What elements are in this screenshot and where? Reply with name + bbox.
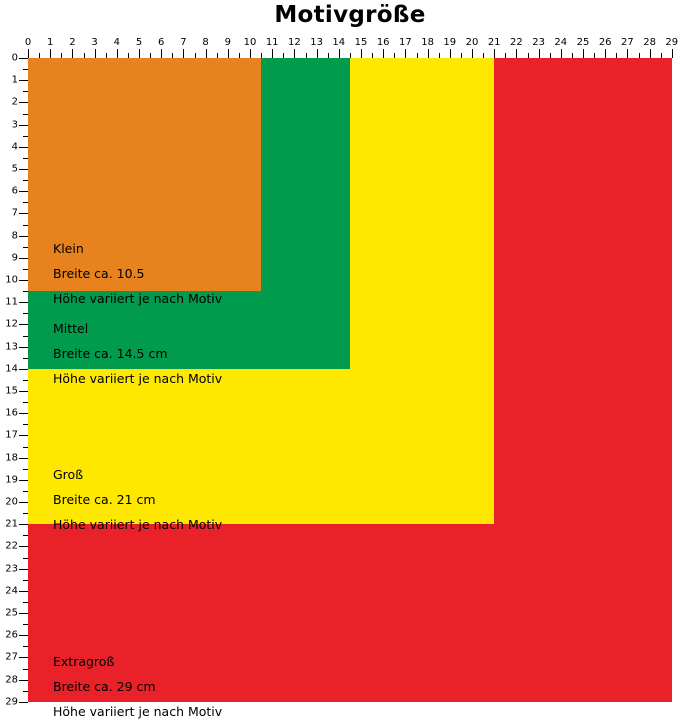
- ruler-label-top: 2: [69, 37, 76, 48]
- ruler-tick-left: [19, 613, 28, 614]
- ruler-tick-left: [19, 213, 28, 214]
- ruler-label-top: 26: [598, 37, 612, 48]
- ruler-label-left: 9: [11, 252, 18, 264]
- ruler-label-top: 3: [91, 37, 98, 48]
- ruler-label-top: 12: [288, 37, 301, 48]
- ruler-label-top: 25: [576, 37, 590, 48]
- ruler-tick-top: [472, 49, 473, 58]
- ruler-label-top: 18: [421, 37, 434, 48]
- ruler-tick-left: [19, 413, 28, 414]
- size-diagram: [28, 58, 673, 719]
- ruler-tick-left: [19, 125, 28, 126]
- ruler-tick-top: [405, 49, 406, 58]
- ruler-tick-top: [627, 49, 628, 58]
- ruler-label-top: 15: [354, 37, 368, 48]
- ruler-label-left: 2: [11, 96, 18, 108]
- ruler-tick-top: [450, 49, 451, 58]
- size-name-klein: Klein: [53, 240, 84, 256]
- ruler-tick-top: [516, 49, 517, 58]
- ruler-tick-top: [672, 49, 673, 58]
- ruler-tick-left: [19, 702, 28, 703]
- size-height-gross: Höhe variiert je nach Motiv: [53, 517, 223, 533]
- ruler-tick-left: [19, 657, 28, 658]
- size-name-mittel: Mittel: [53, 320, 89, 336]
- ruler-label-left: 14: [5, 363, 18, 375]
- ruler-label-top: 20: [465, 37, 479, 48]
- vertical-ruler: [0, 52, 28, 708]
- ruler-label-top: 8: [202, 37, 209, 48]
- ruler-label-top: 22: [510, 37, 523, 48]
- ruler-label-left: 23: [5, 563, 18, 575]
- size-height-extragross: Höhe variiert je nach Motiv: [53, 703, 223, 719]
- ruler-tick-top: [561, 49, 562, 58]
- ruler-label-left: 25: [5, 607, 18, 619]
- ruler-label-left: 6: [11, 185, 18, 197]
- ruler-label-top: 13: [310, 37, 323, 48]
- ruler-tick-top: [95, 49, 96, 58]
- ruler-tick-top: [383, 49, 384, 58]
- ruler-tick-left: [19, 569, 28, 570]
- ruler-tick-top: [605, 49, 606, 58]
- ruler-label-top: 19: [443, 37, 457, 48]
- ruler-label-left: 4: [11, 141, 18, 153]
- ruler-tick-top: [228, 49, 229, 58]
- ruler-tick-top: [494, 49, 495, 58]
- ruler-tick-left: [19, 58, 28, 59]
- ruler-label-left: 29: [5, 696, 18, 708]
- ruler-tick-left: [19, 147, 28, 148]
- ruler-label-top: 24: [554, 37, 568, 48]
- ruler-label-top: 17: [399, 37, 412, 48]
- ruler-label-top: 11: [265, 37, 279, 48]
- ruler-tick-top: [139, 49, 140, 58]
- ruler-tick-top: [428, 49, 429, 58]
- size-height-mittel: Höhe variiert je nach Motiv: [53, 370, 223, 386]
- ruler-label-top: 16: [376, 37, 390, 48]
- size-width-mittel: Breite ca. 14.5 cm: [53, 345, 168, 361]
- ruler-tick-top: [50, 49, 51, 58]
- ruler-label-left: 5: [11, 163, 18, 175]
- size-width-extragross: Breite ca. 29 cm: [53, 678, 156, 694]
- ruler-label-top: 14: [332, 37, 346, 48]
- size-name-extragross: Extragroß: [53, 653, 115, 669]
- ruler-label-top: 28: [643, 37, 656, 48]
- ruler-tick-top: [72, 49, 73, 58]
- ruler-label-left: 10: [5, 274, 18, 286]
- ruler-tick-top: [539, 49, 540, 58]
- ruler-label-top: 23: [532, 37, 545, 48]
- ruler-tick-left: [19, 102, 28, 103]
- ruler-label-top: 0: [24, 37, 32, 48]
- ruler-label-left: 22: [5, 540, 18, 552]
- ruler-tick-top: [117, 49, 118, 58]
- ruler-label-left: 15: [5, 385, 18, 397]
- ruler-tick-left: [19, 347, 28, 348]
- ruler-label-top: 9: [224, 37, 231, 48]
- ruler-tick-top: [317, 49, 318, 58]
- ruler-tick-left: [19, 680, 28, 681]
- ruler-label-left: 19: [5, 474, 18, 486]
- ruler-label-left: 7: [11, 207, 18, 219]
- page-title: Motivgröße: [274, 2, 426, 28]
- ruler-label-left: 18: [5, 452, 18, 464]
- ruler-label-left: 1: [11, 74, 18, 86]
- ruler-tick-top: [250, 49, 251, 58]
- ruler-label-left: 20: [5, 496, 18, 508]
- ruler-tick-left: [19, 191, 28, 192]
- size-name-gross: Groß: [53, 467, 84, 483]
- ruler-tick-left: [19, 391, 28, 392]
- ruler-label-top: 21: [487, 37, 501, 48]
- ruler-tick-left: [19, 591, 28, 592]
- ruler-label-left: 21: [5, 518, 18, 530]
- size-label-mittel: [53, 316, 222, 391]
- ruler-tick-top: [294, 49, 295, 58]
- ruler-tick-left: [19, 502, 28, 503]
- ruler-label-left: 16: [5, 407, 18, 419]
- ruler-tick-left: [19, 302, 28, 303]
- ruler-label-top: 4: [113, 37, 120, 48]
- size-label-klein: [53, 236, 222, 311]
- ruler-label-left: 26: [5, 629, 18, 641]
- ruler-label-left: 28: [5, 674, 18, 686]
- ruler-tick-top: [361, 49, 362, 58]
- ruler-tick-top: [583, 49, 584, 58]
- size-height-klein: Höhe variiert je nach Motiv: [53, 290, 223, 306]
- ruler-label-left: 8: [11, 230, 18, 242]
- ruler-tick-left: [19, 480, 28, 481]
- ruler-label-top: 10: [243, 37, 257, 48]
- ruler-label-top: 5: [135, 37, 143, 48]
- size-width-klein: Breite ca. 10.5: [53, 265, 145, 281]
- ruler-label-top: 27: [621, 37, 634, 48]
- ruler-tick-left: [19, 80, 28, 81]
- ruler-label-left: 17: [5, 429, 18, 441]
- ruler-tick-left: [19, 369, 28, 370]
- size-label-extragross: [53, 649, 222, 724]
- ruler-tick-top: [183, 49, 184, 58]
- ruler-label-top: 6: [158, 37, 165, 48]
- ruler-label-left: 3: [11, 119, 18, 131]
- ruler-tick-top: [272, 49, 273, 58]
- ruler-tick-top: [650, 49, 651, 58]
- ruler-tick-left: [19, 324, 28, 325]
- ruler-label-top: 7: [180, 37, 187, 48]
- ruler-label-top: 29: [665, 37, 679, 48]
- ruler-tick-top: [206, 49, 207, 58]
- size-width-gross: Breite ca. 21 cm: [53, 492, 156, 508]
- ruler-tick-top: [339, 49, 340, 58]
- ruler-tick-left: [19, 458, 28, 459]
- ruler-tick-left: [19, 524, 28, 525]
- ruler-tick-left: [19, 546, 28, 547]
- ruler-tick-left: [19, 280, 28, 281]
- ruler-tick-left: [19, 169, 28, 170]
- ruler-tick-top: [28, 49, 29, 58]
- ruler-label-left: 13: [5, 341, 18, 353]
- ruler-label-left: 27: [5, 651, 18, 663]
- ruler-label-left: 0: [11, 52, 18, 64]
- ruler-tick-left: [19, 435, 28, 436]
- ruler-label-top: 1: [47, 37, 54, 48]
- ruler-label-left: 12: [5, 318, 18, 330]
- horizontal-ruler: [24, 32, 680, 58]
- ruler-tick-top: [161, 49, 162, 58]
- size-label-gross: [53, 462, 222, 537]
- ruler-tick-left: [19, 236, 28, 237]
- ruler-label-left: 24: [5, 585, 18, 597]
- ruler-tick-left: [19, 635, 28, 636]
- ruler-tick-left: [19, 258, 28, 259]
- ruler-label-left: 11: [5, 296, 18, 308]
